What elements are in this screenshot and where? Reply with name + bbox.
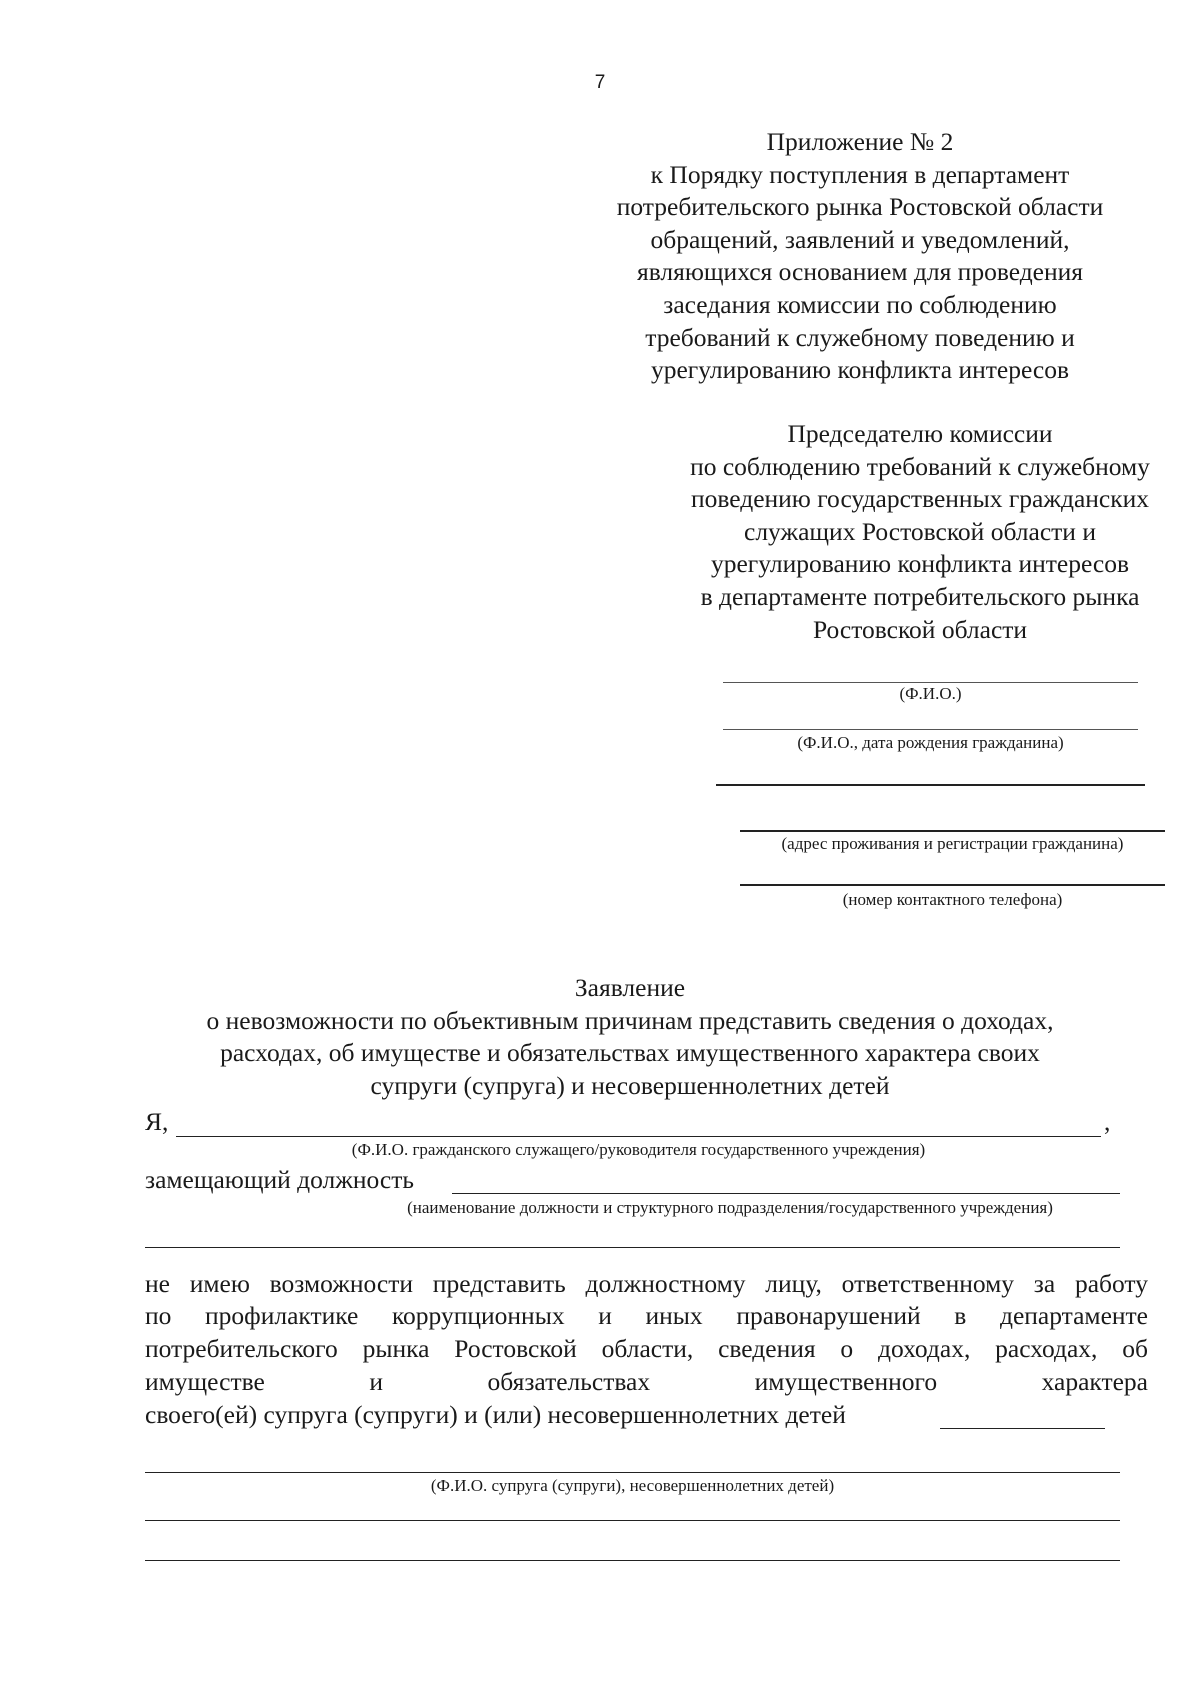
statement-subtitle-line: супруги (супруга) и несовершеннолетних детей [370,1070,890,1100]
appendix-line: потребительского рынка Ростовской области [616,192,1104,222]
position-caption: (наименование должности и структурного подразделения/государственного учреждения) [407,1198,1053,1217]
position-line[interactable] [452,1193,1120,1194]
fio-birth-line[interactable] [723,729,1138,730]
body-line: потребительского рынка Ростовской области, сведения о доходах, расходах, об [145,1334,1148,1363]
appendix-line: требований к служебному поведению и [645,322,1075,352]
statement-subtitle-line: о невозможности по объективным причинам представить сведения о доходах, [206,1005,1054,1035]
spouse-line[interactable] [145,1472,1120,1473]
fio-caption: (Ф.И.О.) [899,684,962,703]
position-label: замещающий должность [145,1165,415,1194]
appendix-line: обращений, заявлений и уведомлений, [650,224,1070,254]
appendix-line: урегулированию конфликта интересов [650,355,1070,385]
address-caption: (адрес проживания и регистрации гражданина) [781,834,1124,853]
applicant-name-line[interactable] [176,1136,1101,1137]
spouse-extra-line[interactable] [145,1520,1120,1521]
addressee-block [660,418,1180,646]
phone-line[interactable] [740,884,1165,886]
addressee-line: в департаменте потребительского рынка [700,581,1140,611]
spouse-caption: (Ф.И.О. супруга (супруги), несовершеннолетних детей) [430,1476,835,1495]
phone-caption: (номер контактного телефона) [842,890,1063,909]
statement-subtitle-line: расходах, об имуществе и обязательствах имущественного характера своих [220,1038,1040,1068]
statement-title: Заявление [574,973,686,1002]
appendix-header [570,126,1150,387]
i-prefix: Я, [145,1107,169,1136]
addressee-line: Ростовской области [812,614,1028,644]
position-continuation-line[interactable] [145,1247,1120,1248]
appendix-line: Приложение № 2 [766,127,954,156]
appendix-line: являющихся основанием для проведения [636,257,1084,287]
statement-heading [130,972,1130,1102]
page-number: 7 [594,72,606,93]
fio-birth-caption: (Ф.И.О., дата рождения гражданина) [797,733,1064,752]
extra-field-line[interactable] [716,784,1145,786]
body-line: имуществе и обязательствах имущественного характера [145,1367,1148,1396]
address-line[interactable] [740,830,1165,832]
body-last-line: своего(ей) супруга (супруги) и (или) несовершеннолетних детей [145,1400,846,1429]
addressee-line: поведению государственных гражданских [690,484,1150,514]
children-inline-line[interactable] [940,1428,1105,1429]
addressee-line: Председателю комиссии [787,419,1053,448]
fio-line[interactable] [723,682,1138,683]
applicant-name-caption: (Ф.И.О. гражданского служащего/руководителя государственного учреждения) [351,1140,926,1159]
body-line: по профилактике коррупционных и иных правонарушений в департаменте [145,1301,1148,1330]
spouse-extra-line[interactable] [145,1560,1120,1561]
i-suffix: , [1104,1107,1111,1136]
body-line: не имею возможности представить должностному лицу, ответственному за работу [145,1269,1148,1298]
appendix-line: к Порядку поступления в департамент [650,159,1070,189]
addressee-line: по соблюдению требований к служебному [690,451,1150,481]
addressee-line: служащих Ростовской области и [744,516,1096,546]
addressee-line: урегулированию конфликта интересов [710,549,1130,579]
appendix-line: заседания комиссии по соблюдению [663,289,1057,319]
